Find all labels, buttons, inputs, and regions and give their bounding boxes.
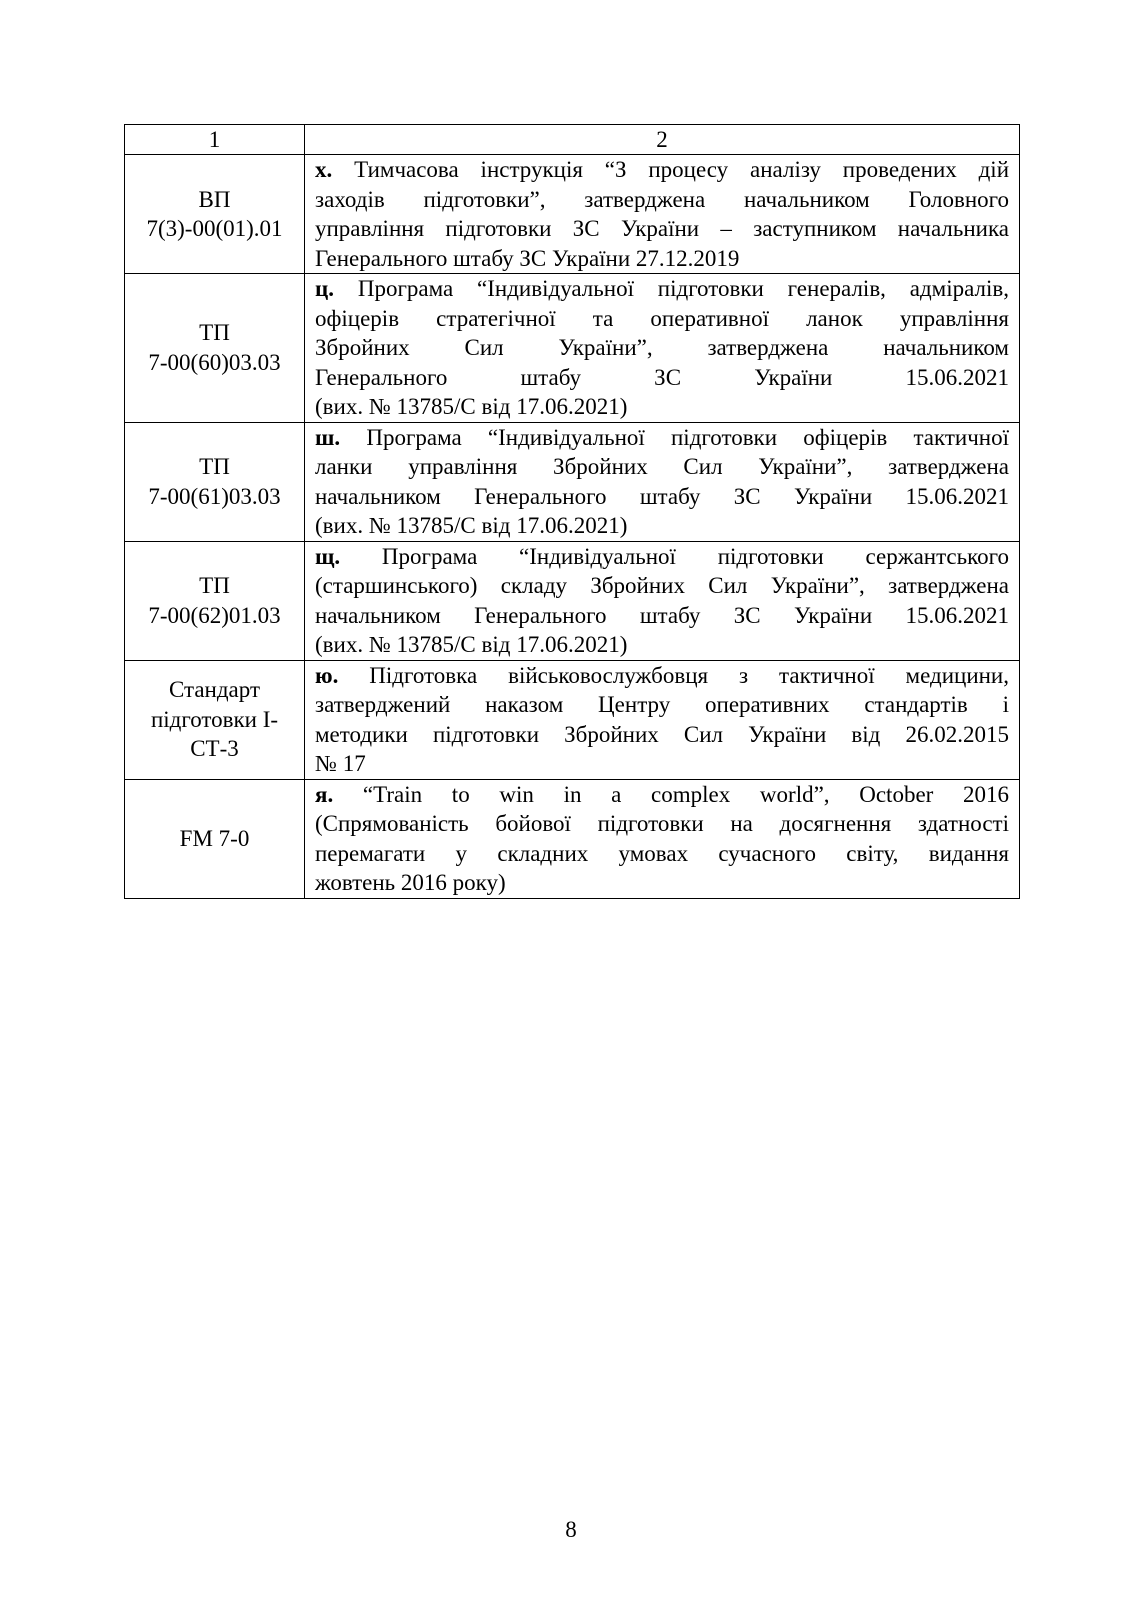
description-text: управління підготовки ЗС України – заступником начальника <box>315 216 1009 241</box>
description-line <box>315 780 1009 810</box>
description-text: Генерального штабу ЗС України 15.06.2021 <box>315 364 1009 390</box>
document-description-cell <box>305 155 1020 274</box>
description-line <box>315 542 1009 572</box>
item-letter: ц. <box>315 276 335 301</box>
table-row <box>125 541 1020 660</box>
document-description-cell <box>305 274 1020 423</box>
table-row <box>125 422 1020 541</box>
description-line <box>315 214 1009 244</box>
description-text: методики підготовки Збройних Сил України від 26.02.2015 <box>315 721 1009 747</box>
description-line <box>315 452 1009 482</box>
description-text: (старшинського) складу Збройних Сил України”, затверджена <box>315 573 1009 598</box>
document-code-cell <box>125 274 305 423</box>
description-line <box>315 392 1009 422</box>
description-line <box>315 185 1009 215</box>
column-header-2: 2 <box>305 125 1020 155</box>
document-code-cell <box>125 155 305 274</box>
document-code-line: FM 7-0 <box>179 825 250 851</box>
document-description-cell <box>305 541 1020 660</box>
table-header-row <box>125 125 1020 155</box>
description-text: затверджений наказом Центру оперативних стандартів і <box>315 692 1009 717</box>
description-line <box>315 630 1009 660</box>
item-letter: я. <box>315 781 334 807</box>
document-code-line: Стандарт <box>168 677 261 703</box>
document-code-line: ВП <box>198 186 231 212</box>
description-line <box>315 511 1009 541</box>
description-text: жовтень 2016 року) <box>315 870 506 895</box>
description-text: начальником Генерального штабу ЗС України 15.06.2021 <box>315 602 1009 628</box>
description-text: начальником Генерального штабу ЗС України 15.06.2021 <box>315 483 1009 509</box>
document-description-cell <box>305 422 1020 541</box>
description-line <box>315 363 1009 393</box>
description-line <box>315 333 1009 363</box>
description-text: заходів підготовки”, затверджена начальником Головного <box>315 186 1009 212</box>
document-code-line: СТ-3 <box>190 736 239 762</box>
description-text: Підготовка військовослужбовця з тактичної медицини, <box>369 662 1009 688</box>
document-code-line: 7-00(60)03.03 <box>148 349 281 375</box>
description-text: (вих. № 13785/С від 17.06.2021) <box>315 513 628 538</box>
document-code-line: ТП <box>199 454 230 479</box>
document-code-line: 7-00(61)03.03 <box>148 483 281 509</box>
description-text: (вих. № 13785/С від 17.06.2021) <box>315 632 628 657</box>
description-line <box>315 155 1009 185</box>
description-text: Програма “Індивідуальної підготовки генералів, адміралів, <box>357 276 1010 301</box>
description-line <box>315 749 1009 779</box>
references-table <box>124 124 1020 899</box>
description-text: ланки управління Збройних Сил України”, затверджена <box>315 454 1009 479</box>
description-text: “Train to win in a complex world”, October 2016 <box>362 781 1010 807</box>
document-code-line: 7-00(62)01.03 <box>148 602 281 628</box>
column-header-1: 1 <box>125 125 305 155</box>
description-text: Програма “Індивідуальної підготовки сержантського <box>381 543 1009 569</box>
description-line <box>315 304 1009 334</box>
item-letter: ю. <box>315 662 339 688</box>
description-line <box>315 244 1009 274</box>
item-letter: х. <box>315 157 333 182</box>
description-line <box>315 868 1009 898</box>
description-line <box>315 661 1009 691</box>
description-line <box>315 571 1009 601</box>
document-code-line: 7(3)-00(01).01 <box>146 216 283 241</box>
description-text: офіцерів стратегічної та оперативної ланок управління <box>315 305 1009 331</box>
description-text: Генерального штабу ЗС України 27.12.2019 <box>315 245 740 271</box>
description-text: (Спрямованість бойової підготовки на досягнення здатності <box>315 811 1009 836</box>
description-line <box>315 274 1009 304</box>
description-text: (вих. № 13785/С від 17.06.2021) <box>315 394 628 419</box>
description-line <box>315 601 1009 631</box>
description-text: Збройних Сил України”, затверджена начальником <box>315 335 1009 360</box>
document-code-cell <box>125 422 305 541</box>
description-text: Тимчасова інструкція “З процесу аналізу проведених дій <box>354 157 1010 182</box>
description-line <box>315 839 1009 869</box>
item-letter: ш. <box>315 424 341 450</box>
description-text: перемагати у складних умовах сучасного світу, видання <box>315 840 1009 866</box>
table-row <box>125 660 1020 779</box>
description-line <box>315 809 1009 839</box>
document-description-cell <box>305 660 1020 779</box>
page-number: 8 <box>565 1517 577 1542</box>
table-row <box>125 779 1020 898</box>
description-line <box>315 482 1009 512</box>
document-code-cell <box>125 779 305 898</box>
item-letter: щ. <box>315 543 341 569</box>
description-line <box>315 690 1009 720</box>
document-code-line: ТП <box>199 573 230 598</box>
document-code-line: підготовки І- <box>150 706 279 732</box>
document-code-cell <box>125 541 305 660</box>
table-row <box>125 155 1020 274</box>
document-description-cell <box>305 779 1020 898</box>
document-code-line: ТП <box>199 320 230 346</box>
description-text: Програма “Індивідуальної підготовки офіцерів тактичної <box>366 424 1010 450</box>
document-code-cell <box>125 660 305 779</box>
description-line <box>315 720 1009 750</box>
table-row <box>125 274 1020 423</box>
description-line <box>315 423 1009 453</box>
description-text: № 17 <box>315 751 366 776</box>
